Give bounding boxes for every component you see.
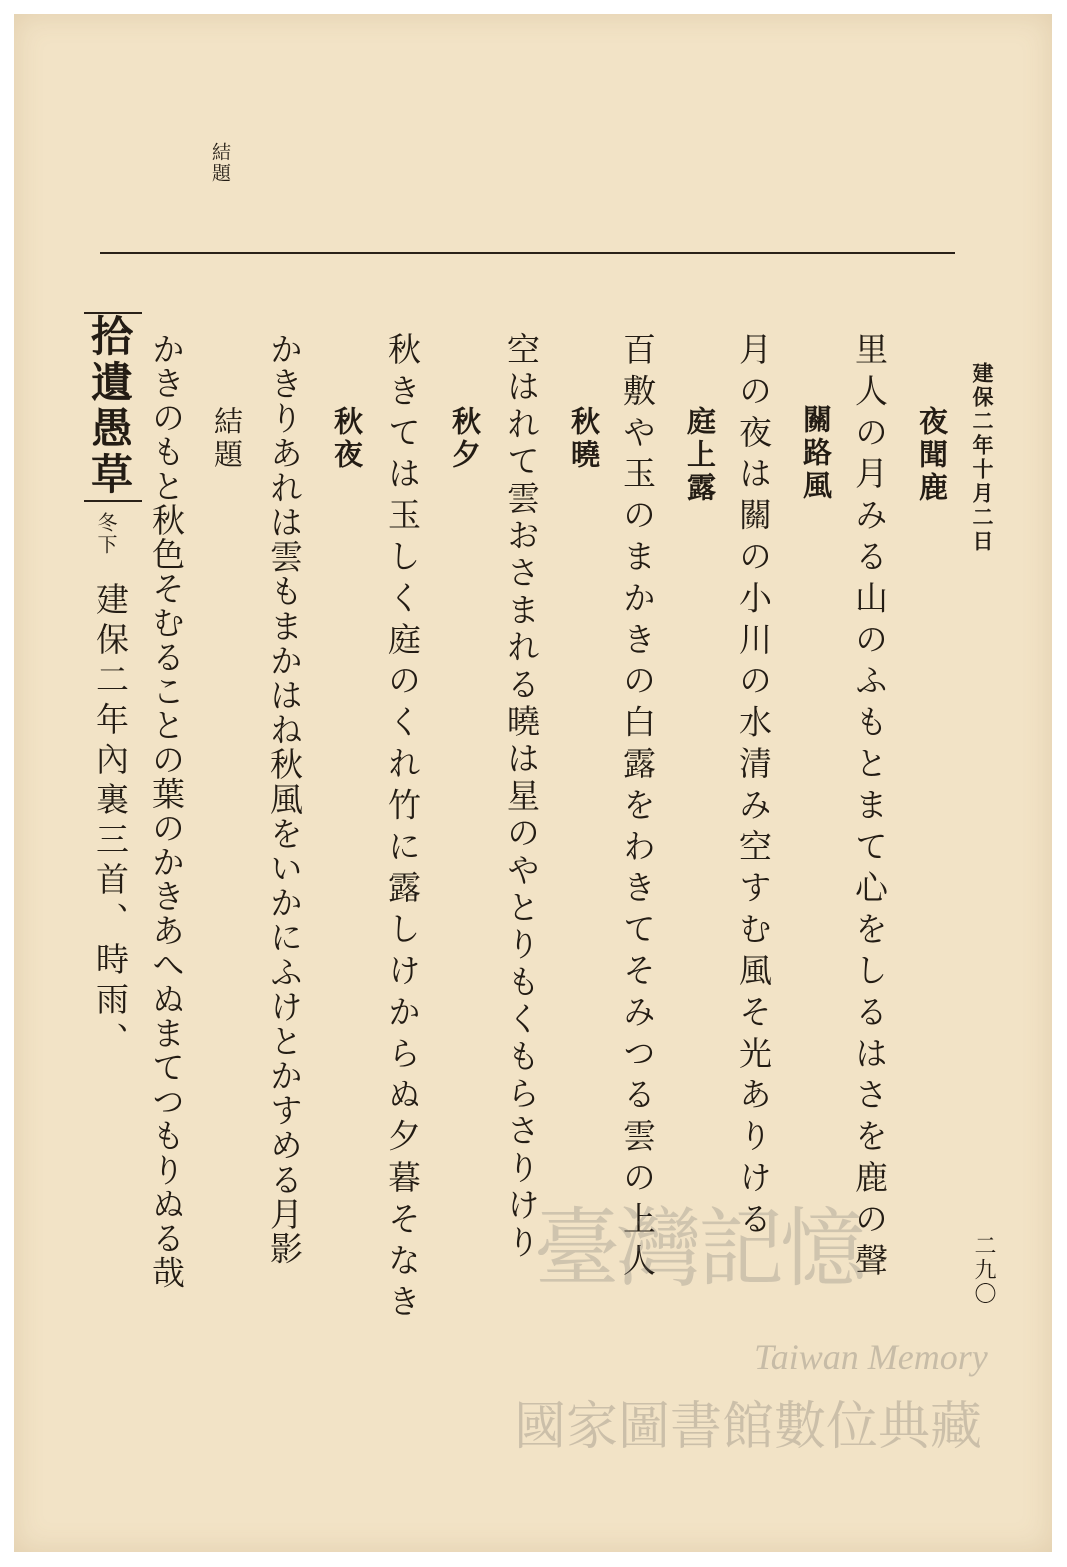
poem-title: 夜聞鹿 [915, 406, 949, 505]
date-note: 建保二年十月二日 [970, 362, 995, 554]
poem-title: 秋夕 [448, 406, 482, 472]
watermark-institution: 國家圖書館數位典藏 [514, 1398, 983, 1456]
book-page [14, 14, 1052, 1552]
poem-title: 秋夜 [330, 406, 364, 472]
poem-title: 庭上露 [683, 406, 717, 505]
poem-line: かきりあれは雲もまかはね秋風をいかにふけとかすめる月影 [265, 332, 304, 1267]
divider-line [100, 252, 955, 254]
poem-line: 百敷や玉のまかきの白露をわきてそみつる雲の上人 [618, 332, 657, 1285]
book-title: 拾遺愚草 [85, 314, 134, 498]
watermark-english: Taiwan Memory [754, 1337, 988, 1377]
source-note: 建保二年內裏三首、時雨、 [91, 582, 130, 1062]
poem-title: 秋曉 [567, 406, 601, 472]
book-note: 冬下 [94, 512, 118, 556]
poem-line: 空はれて雲おさまれる曉は星のやとりもくもらさりけり [502, 332, 541, 1262]
watermark-logo: 臺灣記憶 [534, 1199, 862, 1299]
poem-line: 秋きては玉しく庭のくれ竹に露しけからぬ夕暮そなき [383, 332, 422, 1326]
running-head: 結題 [209, 142, 231, 184]
poem-line: 月の夜は關の小川の水清み空すむ風そ光ありける [734, 332, 773, 1243]
poem-title: 結題 [210, 406, 244, 472]
page-number: 二九〇 [971, 1234, 996, 1306]
poem-title: 關路風 [799, 404, 833, 503]
poem-line: 里人の月みる山のふもとまて心をしるはさを鹿の聲 [850, 332, 889, 1285]
poem-line: かきのもと秋色そむることの葉のかきあへぬまてつもりぬる哉 [147, 332, 186, 1290]
